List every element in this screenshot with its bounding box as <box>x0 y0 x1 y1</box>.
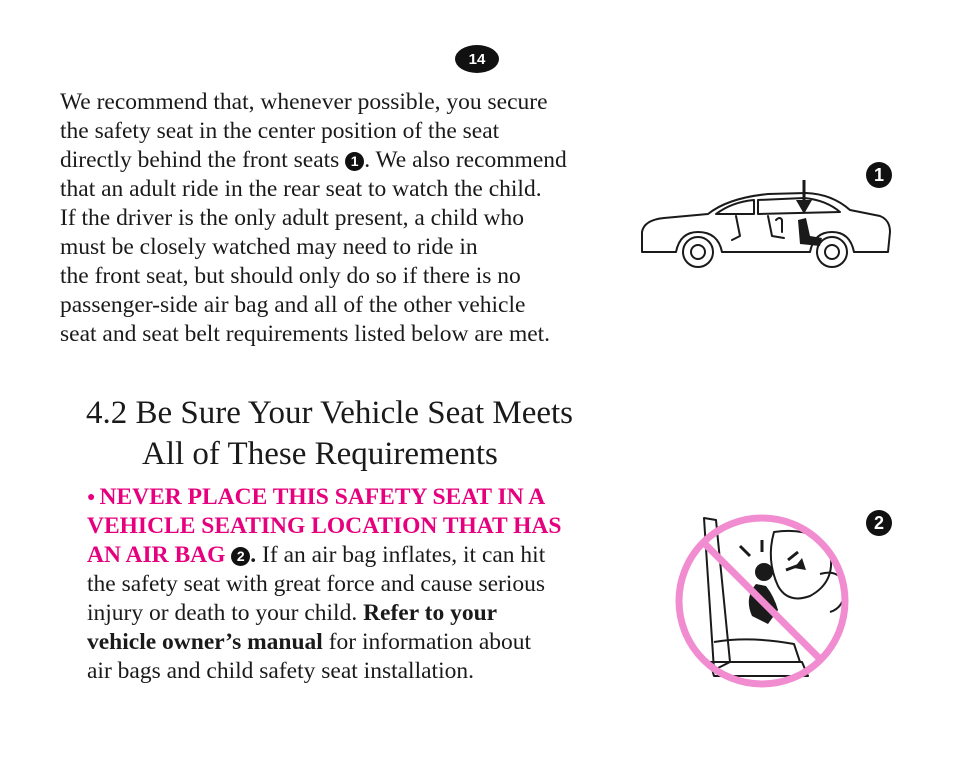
warning-pink-text: VEHICLE SEATING LOCATION THAT HAS <box>87 513 562 539</box>
warning-text: the safety seat with great force and cause serious <box>87 571 546 597</box>
figure-2-number: 2 <box>873 512 884 533</box>
intro-line: the safety seat in the center position of the seat <box>60 118 500 144</box>
heading-line-1: 4.2 Be Sure Your Vehicle Seat Meets <box>86 395 574 431</box>
warning-line <box>87 483 647 512</box>
warning-line <box>87 628 647 657</box>
warning-text: If an air bag inflates, it can hit <box>256 542 546 568</box>
bullet-icon: ● <box>87 490 96 505</box>
airbag-prohibition-illustration <box>670 512 854 690</box>
figure-ref-2: 2 <box>231 547 250 566</box>
intro-line: that an adult ride in the rear seat to watch the child. <box>60 176 542 202</box>
page-number: 14 <box>468 50 486 68</box>
intro-line: must be closely watched may need to ride in <box>60 234 478 260</box>
warning-bold-text: Refer to your <box>363 600 498 626</box>
intro-line-text: directly behind the front seats <box>60 147 346 173</box>
warning-text: injury or death to your child. <box>87 600 364 626</box>
page-number-badge <box>455 45 499 73</box>
car-seating-illustration <box>636 180 896 272</box>
warning-pink-text: AN AIR BAG <box>87 542 232 568</box>
section-heading <box>86 393 573 475</box>
figure-1-number: 1 <box>873 164 884 185</box>
intro-line <box>60 146 660 175</box>
intro-line: seat and seat belt requirements listed below are met. <box>60 321 551 347</box>
airbag-warning <box>87 483 647 686</box>
figure-ref-1: 1 <box>345 152 364 171</box>
intro-line: We recommend that, whenever possible, you secure <box>60 89 548 115</box>
heading-line-2: All of These Requirements <box>142 436 498 472</box>
warning-period: . <box>250 542 257 568</box>
intro-line: the front seat, but should only do so if there is no <box>60 263 521 289</box>
warning-line <box>87 599 647 628</box>
intro-line-tail: . We also recommend <box>364 147 567 173</box>
warning-bold-text: vehicle owner’s manual <box>87 629 323 655</box>
warning-text: for information about <box>322 629 532 655</box>
warning-pink-text: NEVER PLACE THIS SAFETY SEAT IN A <box>99 484 546 510</box>
figure-2-marker <box>866 510 892 536</box>
intro-line: passenger-side air bag and all of the other vehicle <box>60 292 526 318</box>
warning-line <box>87 541 647 570</box>
intro-line: If the driver is the only adult present, a child who <box>60 205 524 231</box>
intro-paragraph <box>60 88 660 349</box>
warning-text: air bags and child safety seat installation. <box>87 658 474 684</box>
